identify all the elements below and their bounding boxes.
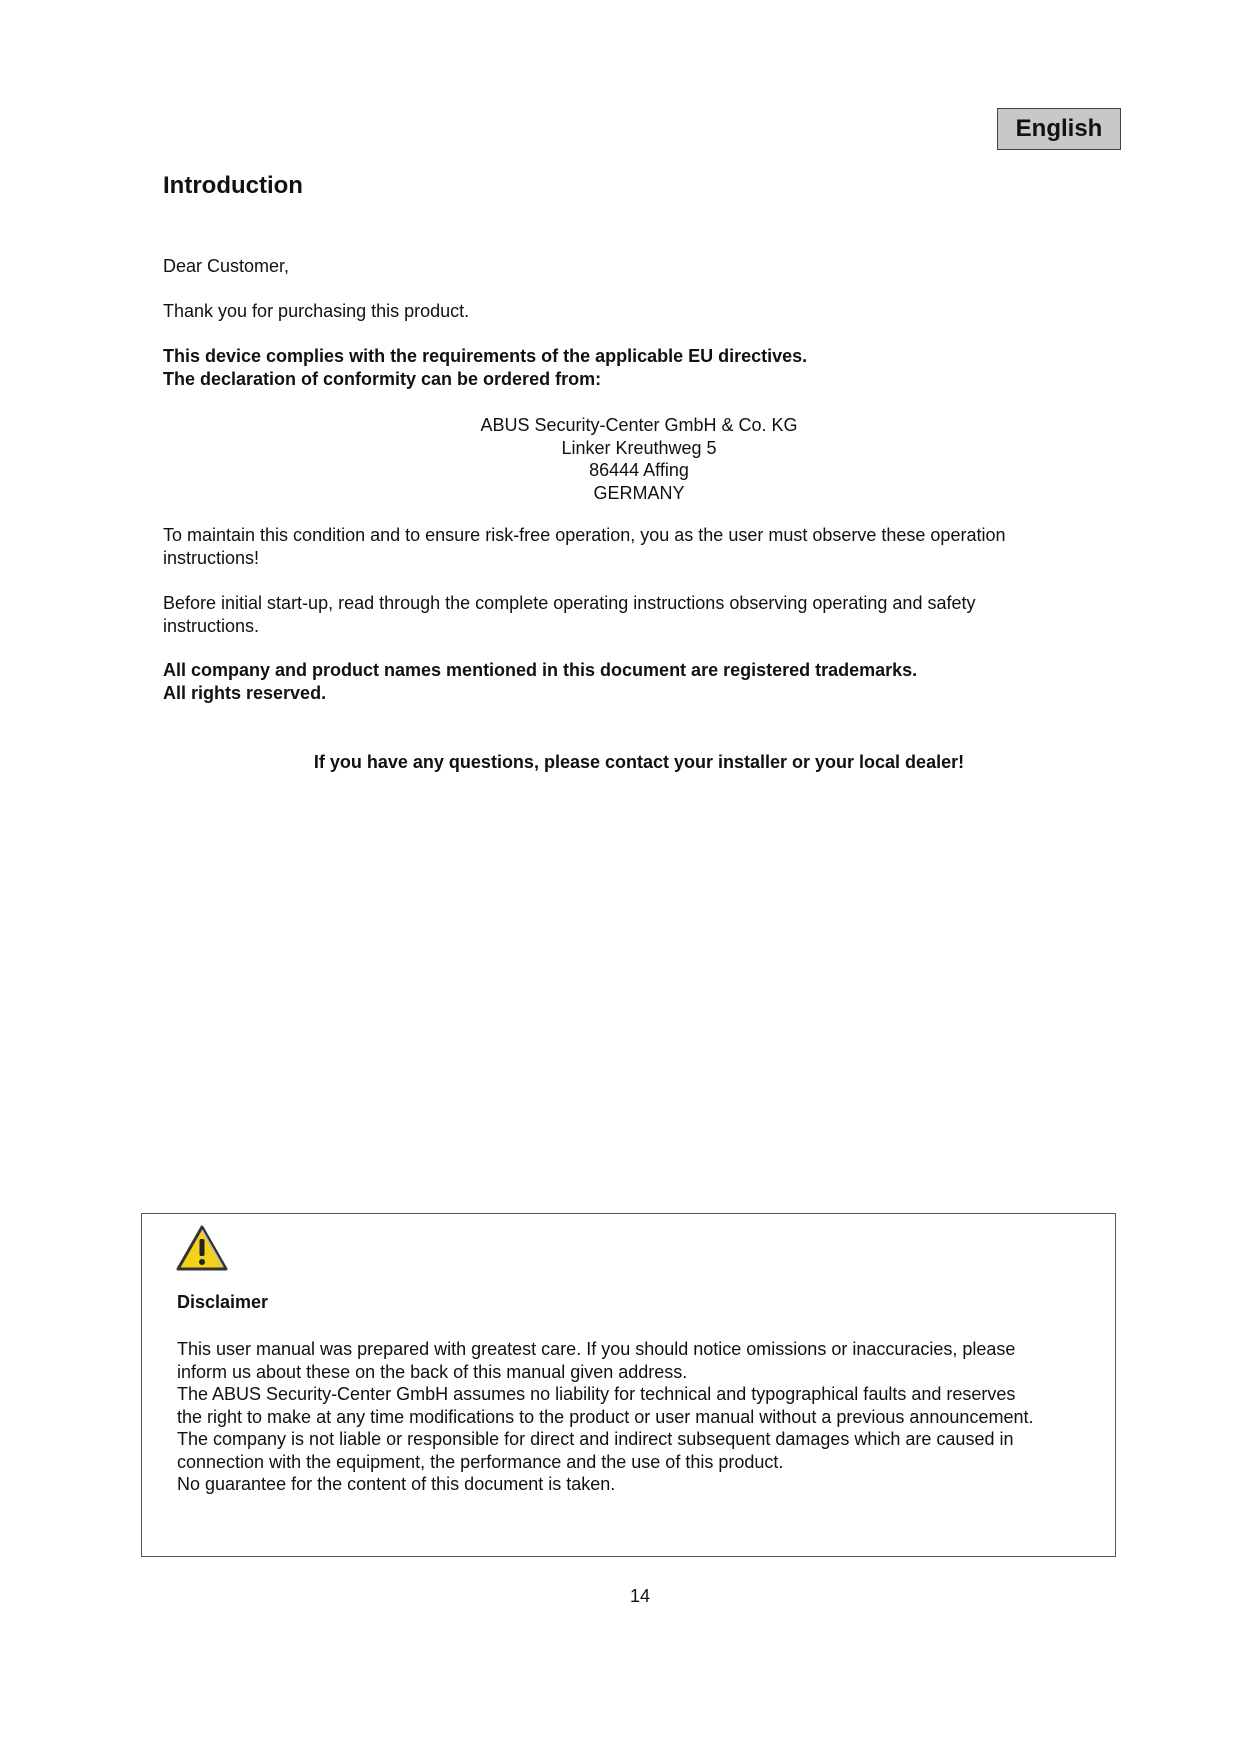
compliance-line-2: The declaration of conformity can be ordered from:: [163, 369, 602, 389]
disclaimer-line-7: No guarantee for the content of this document is taken.: [177, 1474, 616, 1494]
trademarks-line-1: All company and product names mentioned in this document are registered trademarks.: [163, 660, 918, 680]
address-line-1: ABUS Security-Center GmbH & Co. KG: [480, 415, 798, 435]
trademarks-notice: [163, 659, 1103, 705]
startup-instructions: [163, 592, 1103, 638]
maintain-line-2: instructions!: [163, 548, 260, 568]
disclaimer-line-1: This user manual was prepared with greatest care. If you should notice omissions or inaccuracies, please: [177, 1339, 1016, 1359]
startup-line-1: Before initial start-up, read through the complete operating instructions observing operating and safety: [163, 593, 976, 613]
contact-notice: If you have any questions, please contact your installer or your local dealer!: [313, 752, 965, 772]
manufacturer-address: [163, 414, 1115, 504]
language-tab: English: [997, 108, 1121, 150]
disclaimer-line-5: The company is not liable or responsible for direct and indirect subsequent damages which are caused in: [177, 1429, 1014, 1449]
greeting-text: Dear Customer,: [163, 256, 290, 276]
page-title: Introduction: [163, 172, 303, 199]
warning-triangle-icon: [175, 1224, 229, 1272]
disclaimer-line-4: the right to make at any time modifications to the product or user manual without a previous announcement.: [177, 1406, 1034, 1427]
maintain-instructions: [163, 524, 1103, 570]
startup-line-2: instructions.: [163, 616, 260, 636]
trademarks-line-2: All rights reserved.: [163, 683, 327, 703]
disclaimer-title: Disclaimer: [177, 1292, 269, 1312]
compliance-line-1: This device complies with the requirements of the applicable EU directives.: [163, 346, 808, 366]
disclaimer-line-3: The ABUS Security-Center GmbH assumes no liability for technical and typographical faults and reserves: [177, 1384, 1016, 1404]
compliance-statement: [163, 345, 1103, 391]
thanks-text: Thank you for purchasing this product.: [163, 301, 470, 321]
page-number: 14: [629, 1586, 651, 1606]
address-line-3: 86444 Affing: [589, 460, 689, 480]
disclaimer-line-2: inform us about these on the back of this manual given address.: [177, 1361, 688, 1382]
disclaimer-text: [177, 1338, 1112, 1496]
address-line-4: GERMANY: [593, 482, 685, 503]
disclaimer-line-6: connection with the equipment, the performance and the use of this product.: [177, 1451, 784, 1472]
disclaimer-box: [141, 1213, 1116, 1557]
address-line-2: Linker Kreuthweg 5: [561, 437, 717, 458]
maintain-line-1: To maintain this condition and to ensure risk-free operation, you as the user must observe these operation: [163, 525, 1006, 545]
